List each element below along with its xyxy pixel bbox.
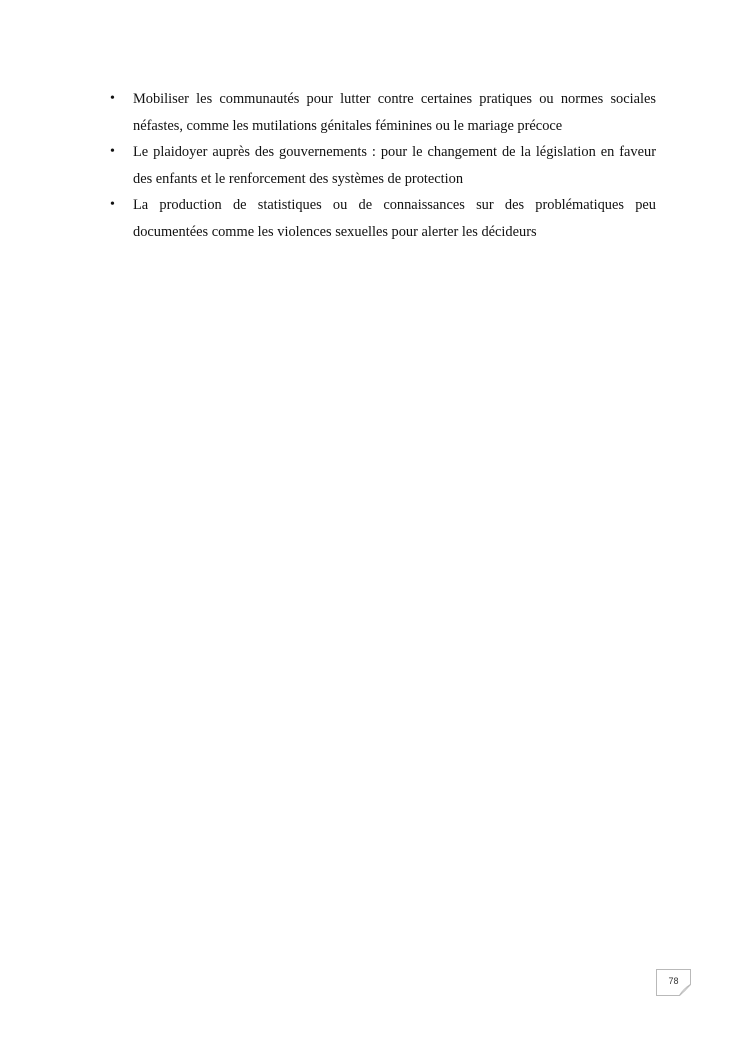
bullet-list xyxy=(110,86,656,245)
bullet-icon: • xyxy=(110,144,115,159)
list-item xyxy=(110,86,656,139)
list-item xyxy=(110,192,656,245)
bullet-icon: • xyxy=(110,91,115,106)
bullet-icon: • xyxy=(110,197,115,212)
page-curl-icon xyxy=(679,984,691,996)
bullet-text: Mobiliser les communautés pour lutter contre certaines pratiques ou normes sociales néfastes, comme les mutilations génitales féminines ou le mariage précoce xyxy=(133,91,656,134)
list-item xyxy=(110,139,656,192)
page-number: 78 xyxy=(668,976,679,986)
page-number-box xyxy=(656,969,691,996)
bullet-text: La production de statistiques ou de connaissances sur des problématiques peu documentées comme les violences sexuelles pour alerter les décideurs xyxy=(133,197,656,240)
bullet-text: Le plaidoyer auprès des gouvernements : pour le changement de la législation en faveur des enfants et le renforcement des systèmes de protection xyxy=(133,144,656,187)
